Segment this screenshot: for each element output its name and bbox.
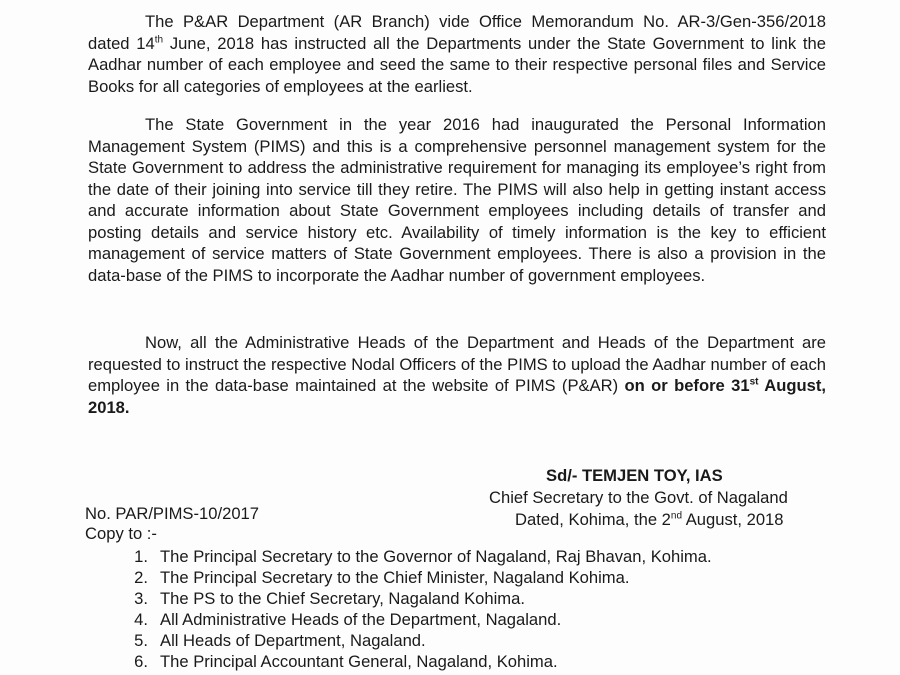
signature-date-b: August, 2018 <box>682 510 784 529</box>
p1-text-b: June, 2018 has instructed all the Departments under the State Government to link the Aadhar number of each employee and seed the same to their respective personal files and Service Books for all categories of employees at the earliest. <box>88 33 826 96</box>
list-item-number: 4. <box>134 610 148 629</box>
p3-deadline-superscript: st <box>749 376 759 388</box>
p3-text-a: Now, all the Administrative Heads of the Department and Heads of the Department are requested to instruct the respective Nodal Officers of the PIMS to upload the Aadhar number of each employee in the data-base maintained at the website of PIMS (P&AR) <box>88 333 826 395</box>
paragraph-pims-description: The State Government in the year 2016 had inaugurated the Personal Information Management System (PIMS) and this is a comprehensive personnel management system for the State Government to address the administrative requirement for managing its employee’s right from the date of their joining into service till they retire. The PIMS will also help in getting instant access and accurate information about State Government employees including details of transfer and posting details and service history etc. Availability of timely information is the key to efficient management of service matters of State Government employees. There is also a provision in the data-base of the PIMS to incorporate the Aadhar number of government employees. <box>88 115 826 285</box>
list-item-text: The PS to the Chief Secretary, Nagaland Kohima. <box>160 589 525 608</box>
list-item <box>85 567 712 588</box>
list-item-text: All Heads of Department, Nagaland. <box>160 631 426 650</box>
signature-date <box>515 509 784 530</box>
memo-number: No. PAR/PIMS-10/2017 <box>85 504 260 523</box>
list-item <box>85 630 712 651</box>
list-item-text: The Principal Accountant General, Nagaland, Kohima. <box>160 652 558 671</box>
paragraph-upload-request <box>88 332 826 418</box>
p1-text-a: The P&AR Department (AR Branch) vide Office Memorandum No. AR-3/Gen-356/2018 dated 14 <box>88 12 826 53</box>
list-item-number: 1. <box>134 547 148 566</box>
list-item-text: The Principal Secretary to the Chief Minister, Nagaland Kohima. <box>160 568 630 587</box>
p3-deadline-b: August, 2018. <box>88 376 826 417</box>
list-item-number: 3. <box>134 589 148 608</box>
list-item <box>85 651 712 672</box>
copy-recipient-list <box>85 546 712 672</box>
p3-deadline-a: on or before 31 <box>624 376 750 395</box>
signature-date-superscript: nd <box>670 510 683 522</box>
list-item <box>85 609 712 630</box>
paragraph-aadhar-instruction <box>88 11 826 97</box>
list-item <box>85 546 712 567</box>
list-item-text: All Administrative Heads of the Department, Nagaland. <box>160 610 562 629</box>
signature-date-a: Dated, Kohima, the 2 <box>515 510 671 529</box>
p1-superscript: th <box>154 33 164 45</box>
signatory-title: Chief Secretary to the Govt. of Nagaland <box>489 488 788 507</box>
list-item-number: 6. <box>134 652 148 671</box>
list-item-number: 5. <box>134 631 148 650</box>
list-item <box>85 588 712 609</box>
list-item-number: 2. <box>134 568 148 587</box>
list-item-text: The Principal Secretary to the Governor of Nagaland, Raj Bhavan, Kohima. <box>160 547 712 566</box>
signatory-name: Sd/- TEMJEN TOY, IAS <box>546 466 723 485</box>
copy-to-label: Copy to :- <box>85 524 157 543</box>
